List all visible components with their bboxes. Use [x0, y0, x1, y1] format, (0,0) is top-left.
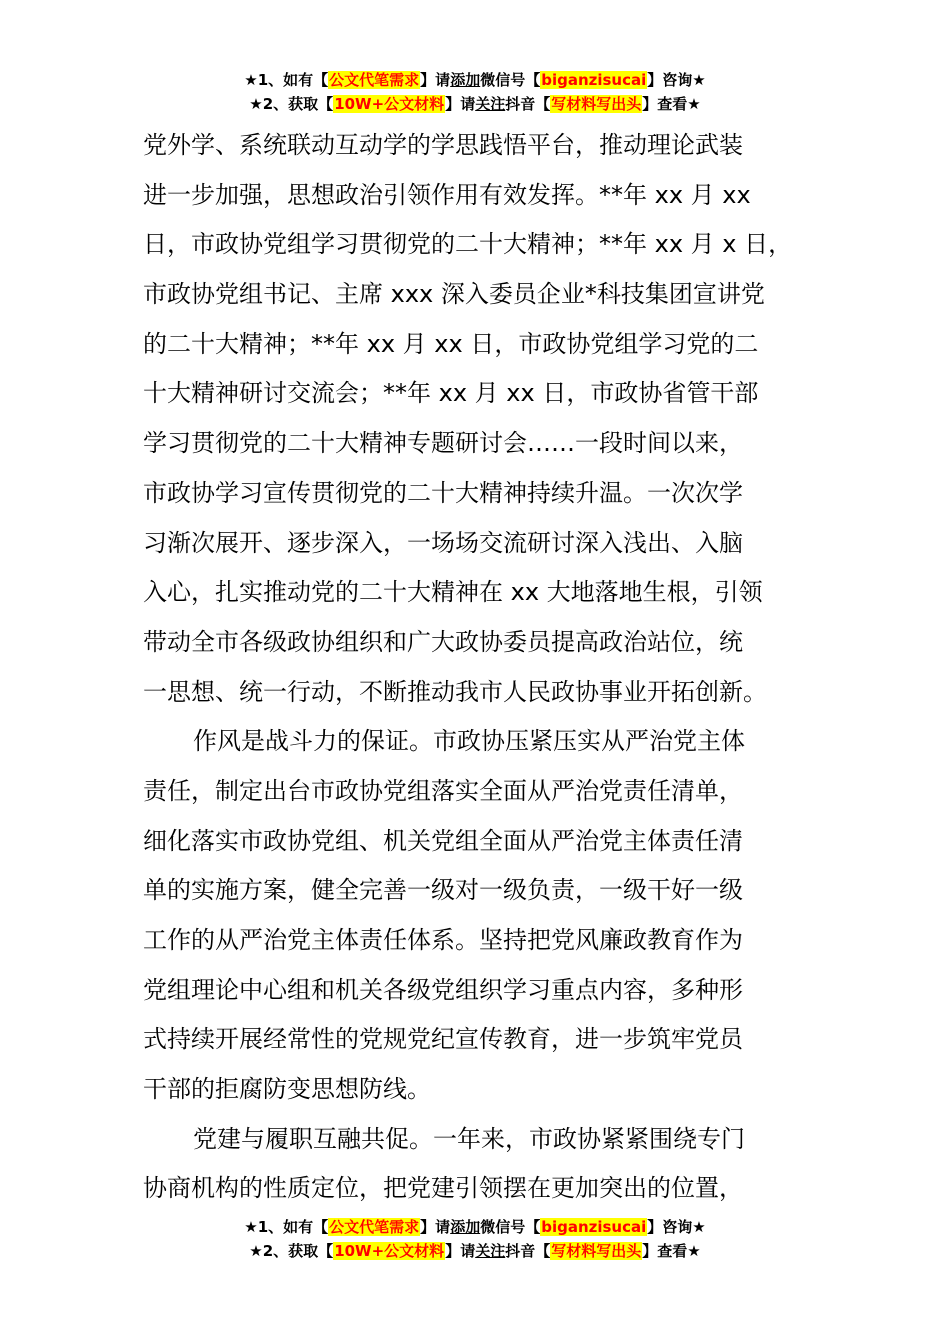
banner-highlight: biganzisucai: [541, 1218, 647, 1236]
banner-text: 】请: [420, 1218, 451, 1236]
body-line: 式持续开展经常性的党规党纪宣传教育，进一步筑牢党员: [143, 1025, 743, 1054]
body-line: 日，市政协党组学习贯彻党的二十大精神；**年 xx 月 x 日，: [143, 230, 793, 259]
banner-line-1: [0, 68, 950, 92]
banner-line-2: [0, 92, 950, 116]
banner-text: 微信号【: [480, 71, 541, 89]
banner-text: 】请: [420, 71, 451, 89]
body-line: 工作的从严治党主体责任体系。坚持把党风廉政教育作为: [143, 926, 743, 954]
banner-highlight: 写材料写出头: [551, 1242, 642, 1260]
banner-text: ★1、如有【: [244, 1218, 329, 1236]
banner-text: 】查看★: [642, 1242, 701, 1260]
body-line: 入心，扎实推动党的二十大精神在 xx 大地落地生根，引领: [143, 578, 763, 607]
banner-text: 】查看★: [642, 95, 701, 113]
body-line: 习渐次展开、逐步深入，一场场交流研讨深入浅出、入脑: [143, 528, 743, 557]
body-line: 的二十大精神；**年 xx 月 xx 日，市政协党组学习党的二: [143, 329, 759, 358]
banner-highlight: 写材料写出头: [551, 95, 642, 113]
banner-text: ★1、如有【: [244, 71, 329, 89]
banner-text: 抖音【: [505, 95, 551, 113]
body-line: 党组理论中心组和机关各级党组织学习重点内容，多种形: [143, 975, 743, 1004]
document-body: [143, 121, 811, 1214]
body-line: 学习贯彻党的二十大精神专题研讨会……一段时间以来，: [143, 429, 743, 458]
banner-text: 】请: [445, 95, 476, 113]
banner-highlight: 公文代笔需求: [329, 1218, 420, 1236]
banner-highlight: biganzisucai: [541, 71, 647, 89]
banner-highlight: 公文代笔需求: [329, 71, 420, 89]
banner-line-2: [0, 1239, 950, 1263]
banner-emphasis: 添加: [450, 1218, 481, 1236]
banner-emphasis: 添加: [450, 71, 481, 89]
body-line: 市政协党组书记、主席 xxx 深入委员企业*科技集团宣讲党: [143, 280, 765, 309]
banner-text: 】请: [445, 1242, 476, 1260]
footer-banner: [0, 1215, 950, 1263]
body-line: 协商机构的性质定位，把党建引领摆在更加突出的位置，: [143, 1174, 743, 1203]
banner-text: 抖音【: [505, 1242, 551, 1260]
banner-text: 】咨询★: [647, 71, 706, 89]
paragraph-start-line: 作风是战斗力的保证。市政协压紧压实从严治党主体: [193, 727, 745, 756]
body-line: 带动全市各级政协组织和广大政协委员提高政治站位，统: [143, 627, 743, 656]
banner-text: ★2、获取【: [249, 95, 334, 113]
banner-emphasis: 关注: [475, 1242, 506, 1260]
banner-text: 】咨询★: [647, 1218, 706, 1236]
banner-highlight: 10W+公文材料: [334, 1242, 445, 1260]
body-line: 党外学、系统联动互动学的学思践悟平台，推动理论武装: [143, 131, 743, 159]
body-line: 市政协学习宣传贯彻党的二十大精神持续升温。一次次学: [143, 478, 743, 507]
body-line: 单的实施方案，健全完善一级对一级负责，一级干好一级: [143, 876, 743, 905]
header-banner: [0, 68, 950, 116]
paragraph-start-line: 党建与履职互融共促。一年来，市政协紧紧围绕专门: [193, 1124, 745, 1153]
banner-text: 微信号【: [480, 1218, 541, 1236]
body-line: 进一步加强，思想政治引领作用有效发挥。**年 xx 月 xx: [143, 180, 751, 209]
body-line: 干部的拒腐防变思想防线。: [143, 1075, 431, 1104]
body-line: 十大精神研讨交流会；**年 xx 月 xx 日，市政协省管干部: [143, 379, 759, 408]
banner-line-1: [0, 1215, 950, 1239]
banner-highlight: 10W+公文材料: [334, 95, 445, 113]
body-line: 责任，制定出台市政协党组落实全面从严治党责任清单，: [143, 776, 743, 805]
body-line: 一思想、统一行动，不断推动我市人民政协事业开拓创新。: [143, 677, 767, 706]
banner-text: ★2、获取【: [249, 1242, 334, 1260]
banner-emphasis: 关注: [475, 95, 506, 113]
body-line: 细化落实市政协党组、机关党组全面从严治党主体责任清: [143, 826, 743, 855]
